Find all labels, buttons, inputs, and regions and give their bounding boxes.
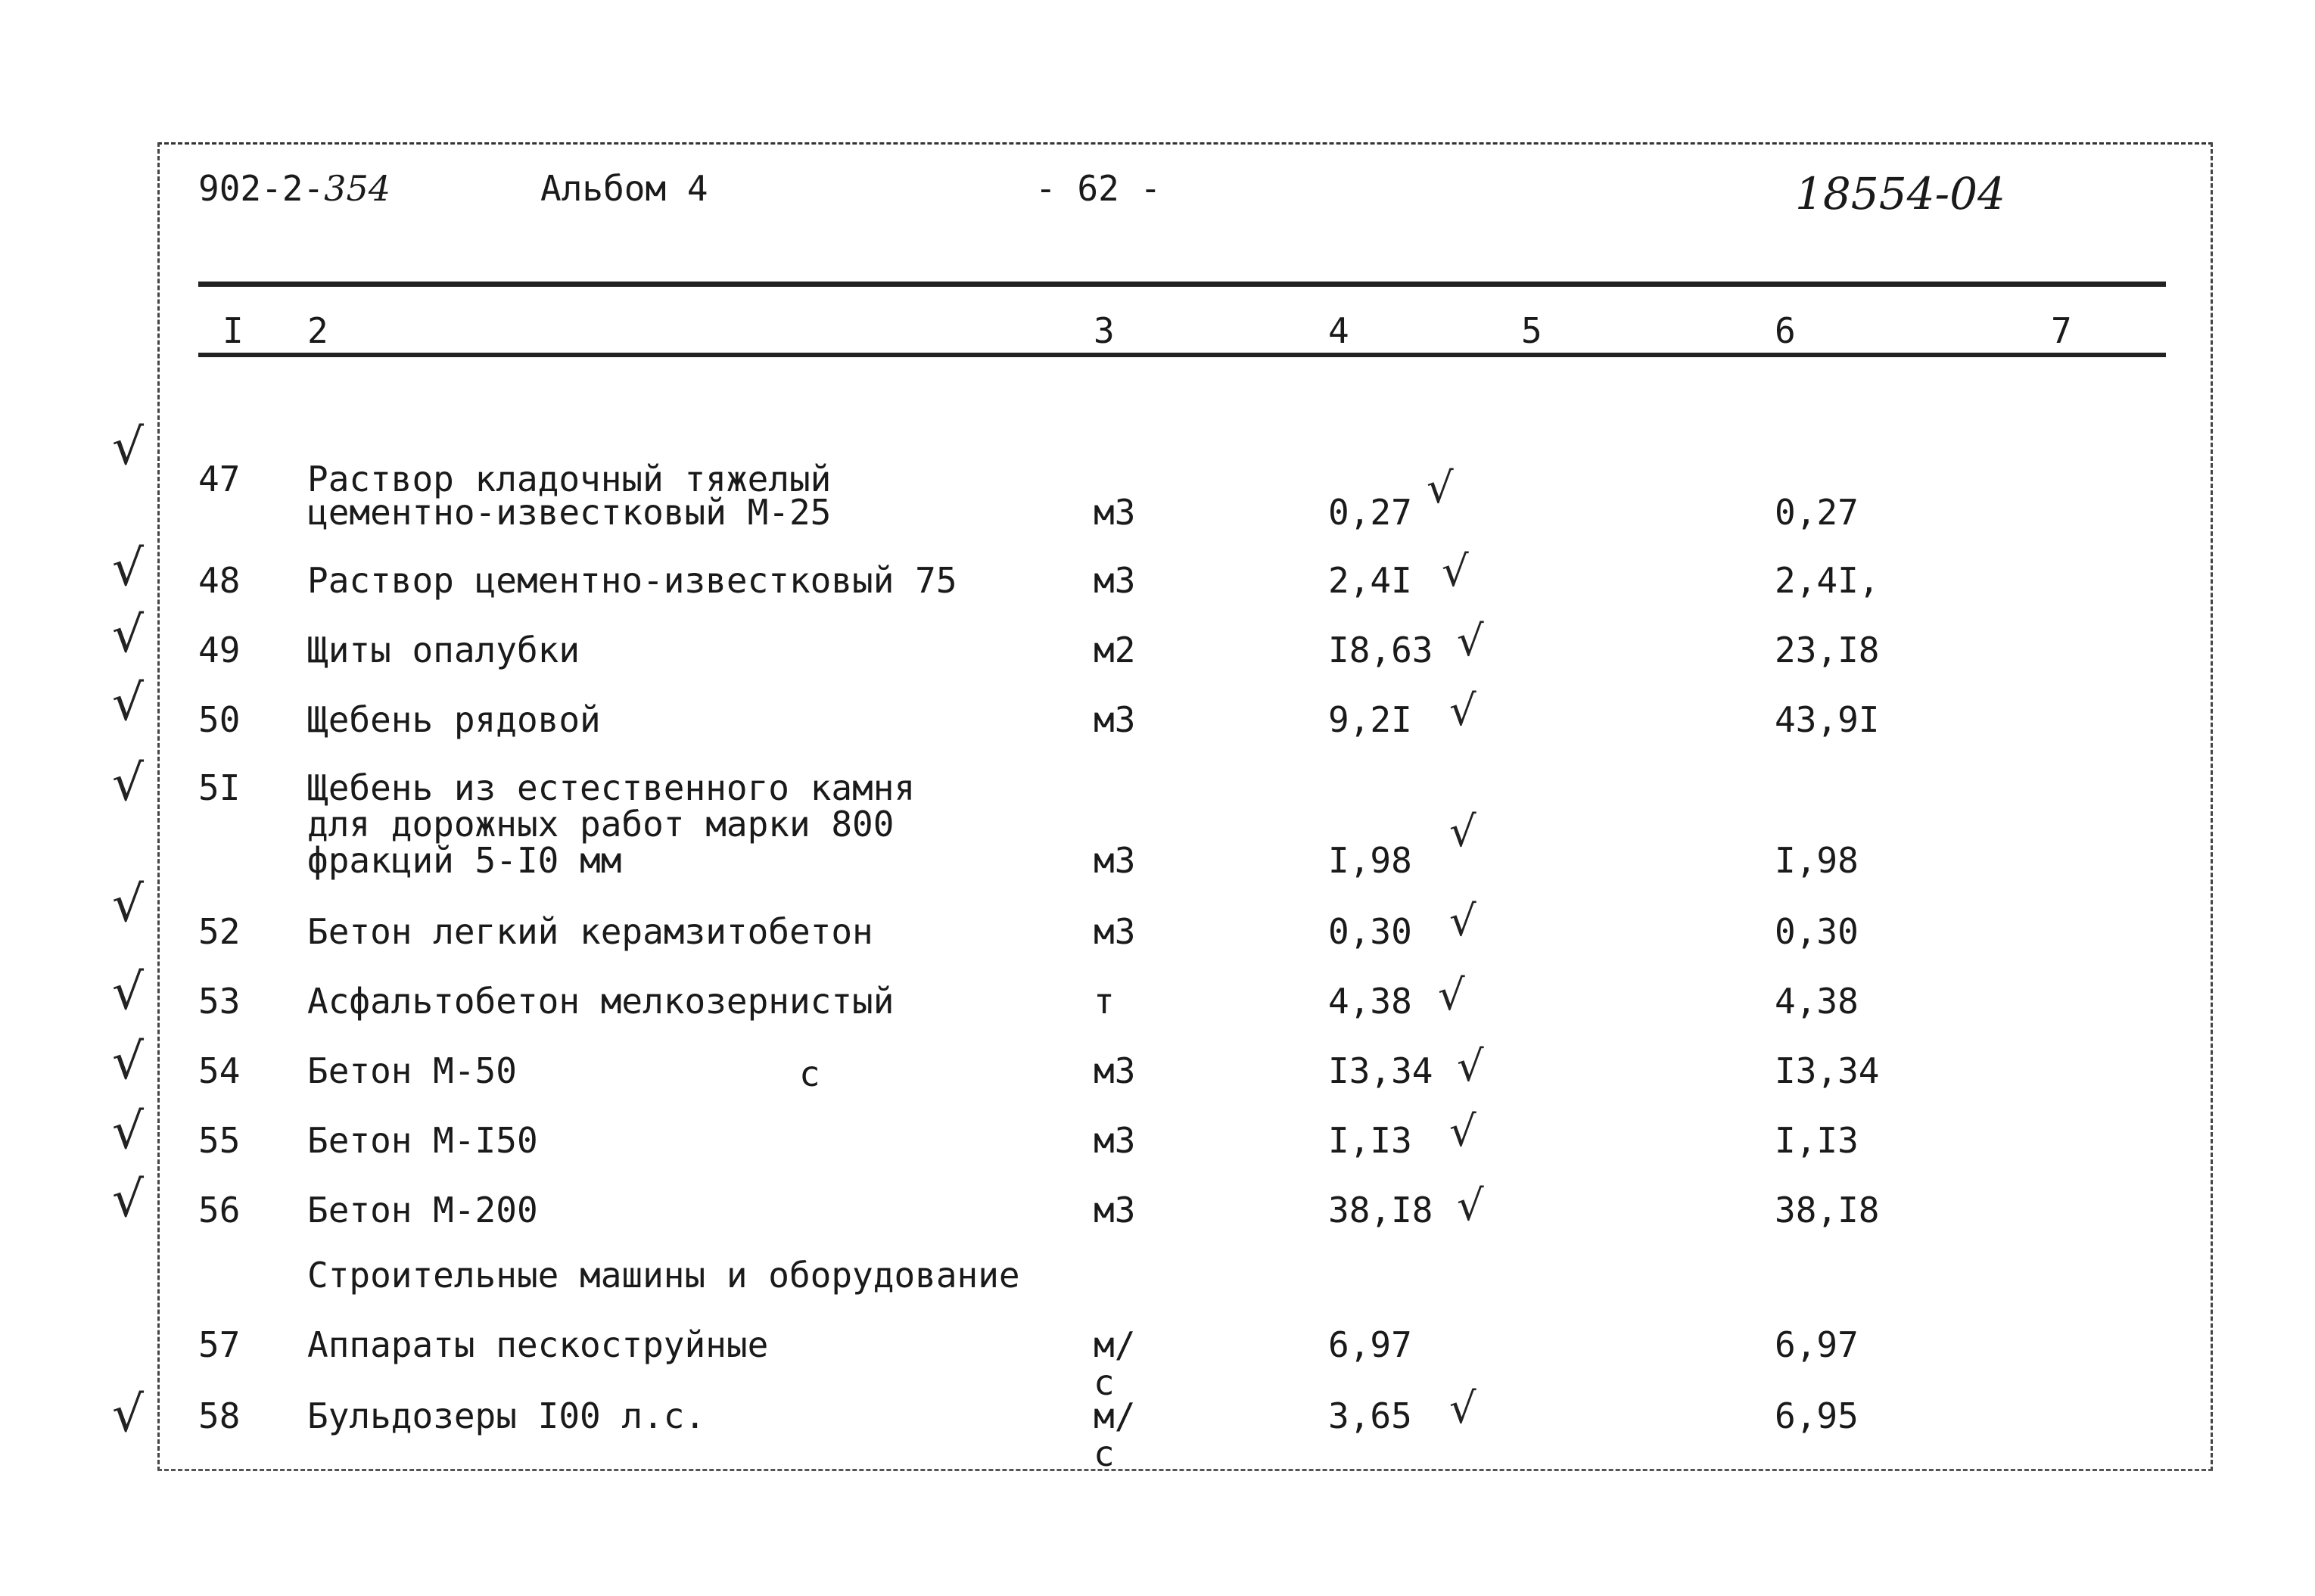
row-value-col6: 43,9I (1775, 699, 1880, 740)
row-value-col4: 0,27 (1328, 492, 1412, 533)
album-label: Альбом 4 (540, 168, 708, 209)
check-mark-icon: √ (1449, 1384, 1476, 1433)
row-value-col4: 6,97 (1328, 1324, 1412, 1365)
row-name-line: цементно-известковый М-25 (307, 492, 832, 533)
row-unit: м/с (1094, 1324, 1136, 1403)
document-number: 18554-04 (1795, 168, 2005, 219)
row-value-col4: 38,I8 (1328, 1190, 1433, 1230)
row-name-line: Щиты опалубки (307, 630, 580, 670)
row-name-line: Щебень рядовой (307, 699, 601, 740)
row-unit: т (1094, 981, 1115, 1022)
row-number: 49 (198, 630, 241, 670)
row-name-line: Бетон М-I50 (307, 1120, 538, 1161)
row-value-col4: 9,2I (1328, 699, 1412, 740)
check-mark-icon: √ (1442, 547, 1469, 596)
header-rule-bottom (198, 353, 2166, 357)
margin-check-mark-icon: √ (112, 754, 145, 812)
check-mark-icon: √ (1449, 897, 1476, 946)
row-value-col4: I8,63 (1328, 630, 1433, 670)
margin-check-mark-icon: √ (112, 674, 145, 732)
document-code (198, 168, 391, 209)
row-unit: м/с (1094, 1395, 1136, 1474)
row-value-col6: 4,38 (1775, 981, 1859, 1022)
row-value-col6: I,98 (1775, 840, 1859, 881)
row-value-col4: 2,4I (1328, 560, 1412, 601)
row-number: 52 (198, 911, 241, 952)
column-number-5: 5 (1521, 310, 1542, 351)
row-number: 48 (198, 560, 241, 601)
row-number: 50 (198, 699, 241, 740)
row-name-line: Аппараты пескоструйные (307, 1324, 769, 1365)
row-value-col4: I,I3 (1328, 1120, 1412, 1161)
page-number: - 62 - (1035, 168, 1162, 209)
margin-check-mark-icon: √ (112, 1170, 145, 1228)
row-value-col6: 0,30 (1775, 911, 1859, 952)
check-mark-icon: √ (1457, 1181, 1484, 1230)
row-unit: м3 (1094, 1190, 1136, 1230)
column-number-1: I (222, 310, 244, 351)
row-unit: м3 (1094, 699, 1136, 740)
margin-check-mark-icon: √ (112, 875, 145, 933)
check-mark-icon: √ (1457, 617, 1484, 666)
row-number: 53 (198, 981, 241, 1022)
row-name-line: Бетон М-50 (307, 1050, 517, 1091)
row-value-col4: I3,34 (1328, 1050, 1433, 1091)
margin-check-mark-icon: √ (112, 963, 145, 1021)
row-value-col6: I,I3 (1775, 1120, 1859, 1161)
row-name-line: Бетон М-200 (307, 1190, 538, 1230)
row-unit: м2 (1094, 630, 1136, 670)
check-mark-icon: √ (1427, 464, 1454, 513)
row-name-line: для дорожных работ марки 800 (307, 804, 895, 845)
check-mark-icon: √ (1457, 1042, 1484, 1091)
section-title: Строительные машины и оборудование (307, 1255, 1020, 1296)
row-number: 55 (198, 1120, 241, 1161)
check-mark-icon: √ (1438, 971, 1465, 1020)
check-mark-icon: √ (1449, 1107, 1476, 1156)
row-name-line: Раствор цементно-известковый 75 (307, 560, 957, 601)
column-number-3: 3 (1094, 310, 1115, 351)
row-name-line: Бульдозеры I00 л.с. (307, 1395, 706, 1436)
row-value-col4: 3,65 (1328, 1395, 1412, 1436)
header-rule-top (198, 282, 2166, 287)
row-value-col6: 6,97 (1775, 1324, 1859, 1365)
margin-check-mark-icon: √ (112, 605, 145, 664)
row-value-col6: 0,27 (1775, 492, 1859, 533)
row-name-line: Раствор кладочный тяжелый (307, 459, 832, 499)
column-number-4: 4 (1328, 310, 1349, 351)
code-prefix: 902-2- (198, 168, 325, 209)
row-value-col6: 38,I8 (1775, 1190, 1880, 1230)
row-unit: м3 (1094, 1050, 1136, 1091)
row-unit: м3 (1094, 492, 1136, 533)
row-number: 58 (198, 1395, 241, 1436)
row-number: 56 (198, 1190, 241, 1230)
row-unit: м3 (1094, 560, 1136, 601)
check-mark-icon: √ (1449, 807, 1476, 857)
row-number: 47 (198, 459, 241, 499)
row-value-col4: I,98 (1328, 840, 1412, 881)
margin-check-mark-icon: √ (112, 1385, 145, 1443)
column-number-2: 2 (307, 310, 328, 351)
row-unit: м3 (1094, 840, 1136, 881)
row-value-col6: I3,34 (1775, 1050, 1880, 1091)
row-value-col6: 23,I8 (1775, 630, 1880, 670)
row-value-col4: 4,38 (1328, 981, 1412, 1022)
row-name-line: Бетон легкий керамзитобетон (307, 911, 873, 952)
code-handwritten: 354 (324, 168, 391, 209)
column-number-6: 6 (1775, 310, 1796, 351)
row-number: 57 (198, 1324, 241, 1365)
stray-mark: с (799, 1053, 820, 1094)
margin-check-mark-icon: √ (112, 1102, 145, 1160)
column-number-7: 7 (2051, 310, 2072, 351)
row-value-col4: 0,30 (1328, 911, 1412, 952)
row-value-col6: 2,4I, (1775, 560, 1880, 601)
row-number: 54 (198, 1050, 241, 1091)
row-unit: м3 (1094, 1120, 1136, 1161)
row-name-line: Асфальтобетон мелкозернистый (307, 981, 895, 1022)
row-unit: м3 (1094, 911, 1136, 952)
margin-check-mark-icon: √ (112, 1032, 145, 1090)
row-value-col6: 6,95 (1775, 1395, 1859, 1436)
margin-check-mark-icon: √ (112, 539, 145, 597)
row-number: 5I (198, 767, 241, 808)
margin-check-mark-icon: √ (112, 418, 145, 476)
check-mark-icon: √ (1449, 686, 1476, 736)
row-name-line: фракций 5-I0 мм (307, 840, 622, 881)
row-name-line: Щебень из естественного камня (307, 767, 916, 808)
